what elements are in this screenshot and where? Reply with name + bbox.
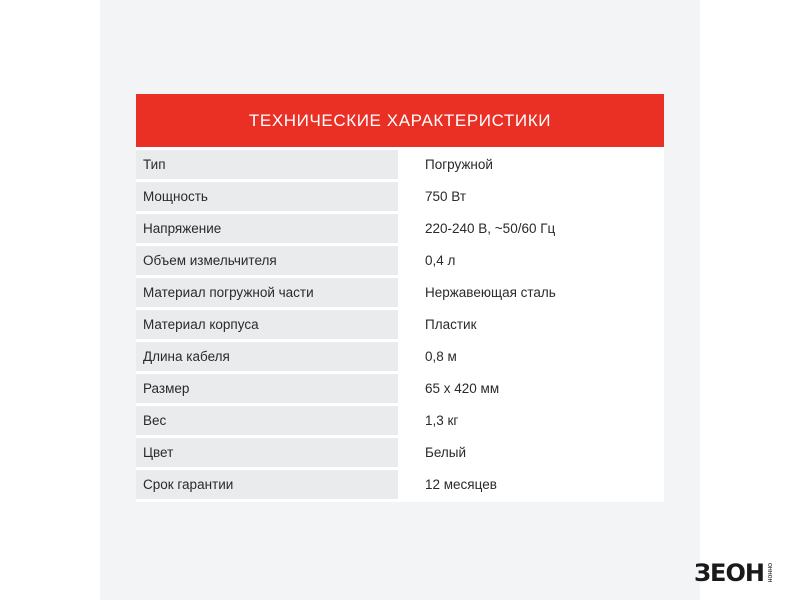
- spec-title: ТЕХНИЧЕСКИЕ ХАРАКТЕРИСТИКИ: [248, 110, 552, 130]
- table-row: [136, 374, 664, 403]
- spec-label: Тип: [136, 150, 398, 179]
- spec-value: 220-240 В, ~50/60 Гц: [418, 214, 664, 243]
- spec-value: Нержавеющая сталь: [418, 278, 664, 307]
- spec-label: Вес: [136, 406, 398, 435]
- spec-header: [136, 94, 664, 147]
- table-row: [136, 310, 664, 339]
- spec-label: Объем измельчителя: [136, 246, 398, 275]
- spec-label: Материал корпуса: [136, 310, 398, 339]
- spec-value: 1,3 кг: [418, 406, 664, 435]
- table-row: [136, 438, 664, 467]
- spec-label: Материал погружной части: [136, 278, 398, 307]
- spec-label: Цвет: [136, 438, 398, 467]
- table-row: [136, 214, 664, 243]
- table-row: [136, 470, 664, 499]
- table-row: [136, 150, 664, 179]
- table-row: [136, 342, 664, 371]
- spec-value: 12 месяцев: [418, 470, 664, 499]
- table-row: [136, 406, 664, 435]
- table-row: [136, 182, 664, 211]
- spec-value: Погружной: [418, 150, 664, 179]
- spec-card: [136, 94, 664, 502]
- logo-text: ЗЕОН: [694, 559, 764, 587]
- table-row: [136, 278, 664, 307]
- spec-value: 0,4 л: [418, 246, 664, 275]
- spec-value: 65 х 420 мм: [418, 374, 664, 403]
- spec-label: Размер: [136, 374, 398, 403]
- spec-label: Срок гарантии: [136, 470, 398, 499]
- brand-logo: [694, 560, 773, 586]
- table-row: [136, 246, 664, 275]
- spec-value: Пластик: [418, 310, 664, 339]
- logo-small-text: оннон: [765, 563, 773, 583]
- spec-label: Длина кабеля: [136, 342, 398, 371]
- spec-table: [136, 147, 664, 502]
- spec-label: Напряжение: [136, 214, 398, 243]
- spec-value: Белый: [418, 438, 664, 467]
- spec-label: Мощность: [136, 182, 398, 211]
- spec-value: 0,8 м: [418, 342, 664, 371]
- spec-value: 750 Вт: [418, 182, 664, 211]
